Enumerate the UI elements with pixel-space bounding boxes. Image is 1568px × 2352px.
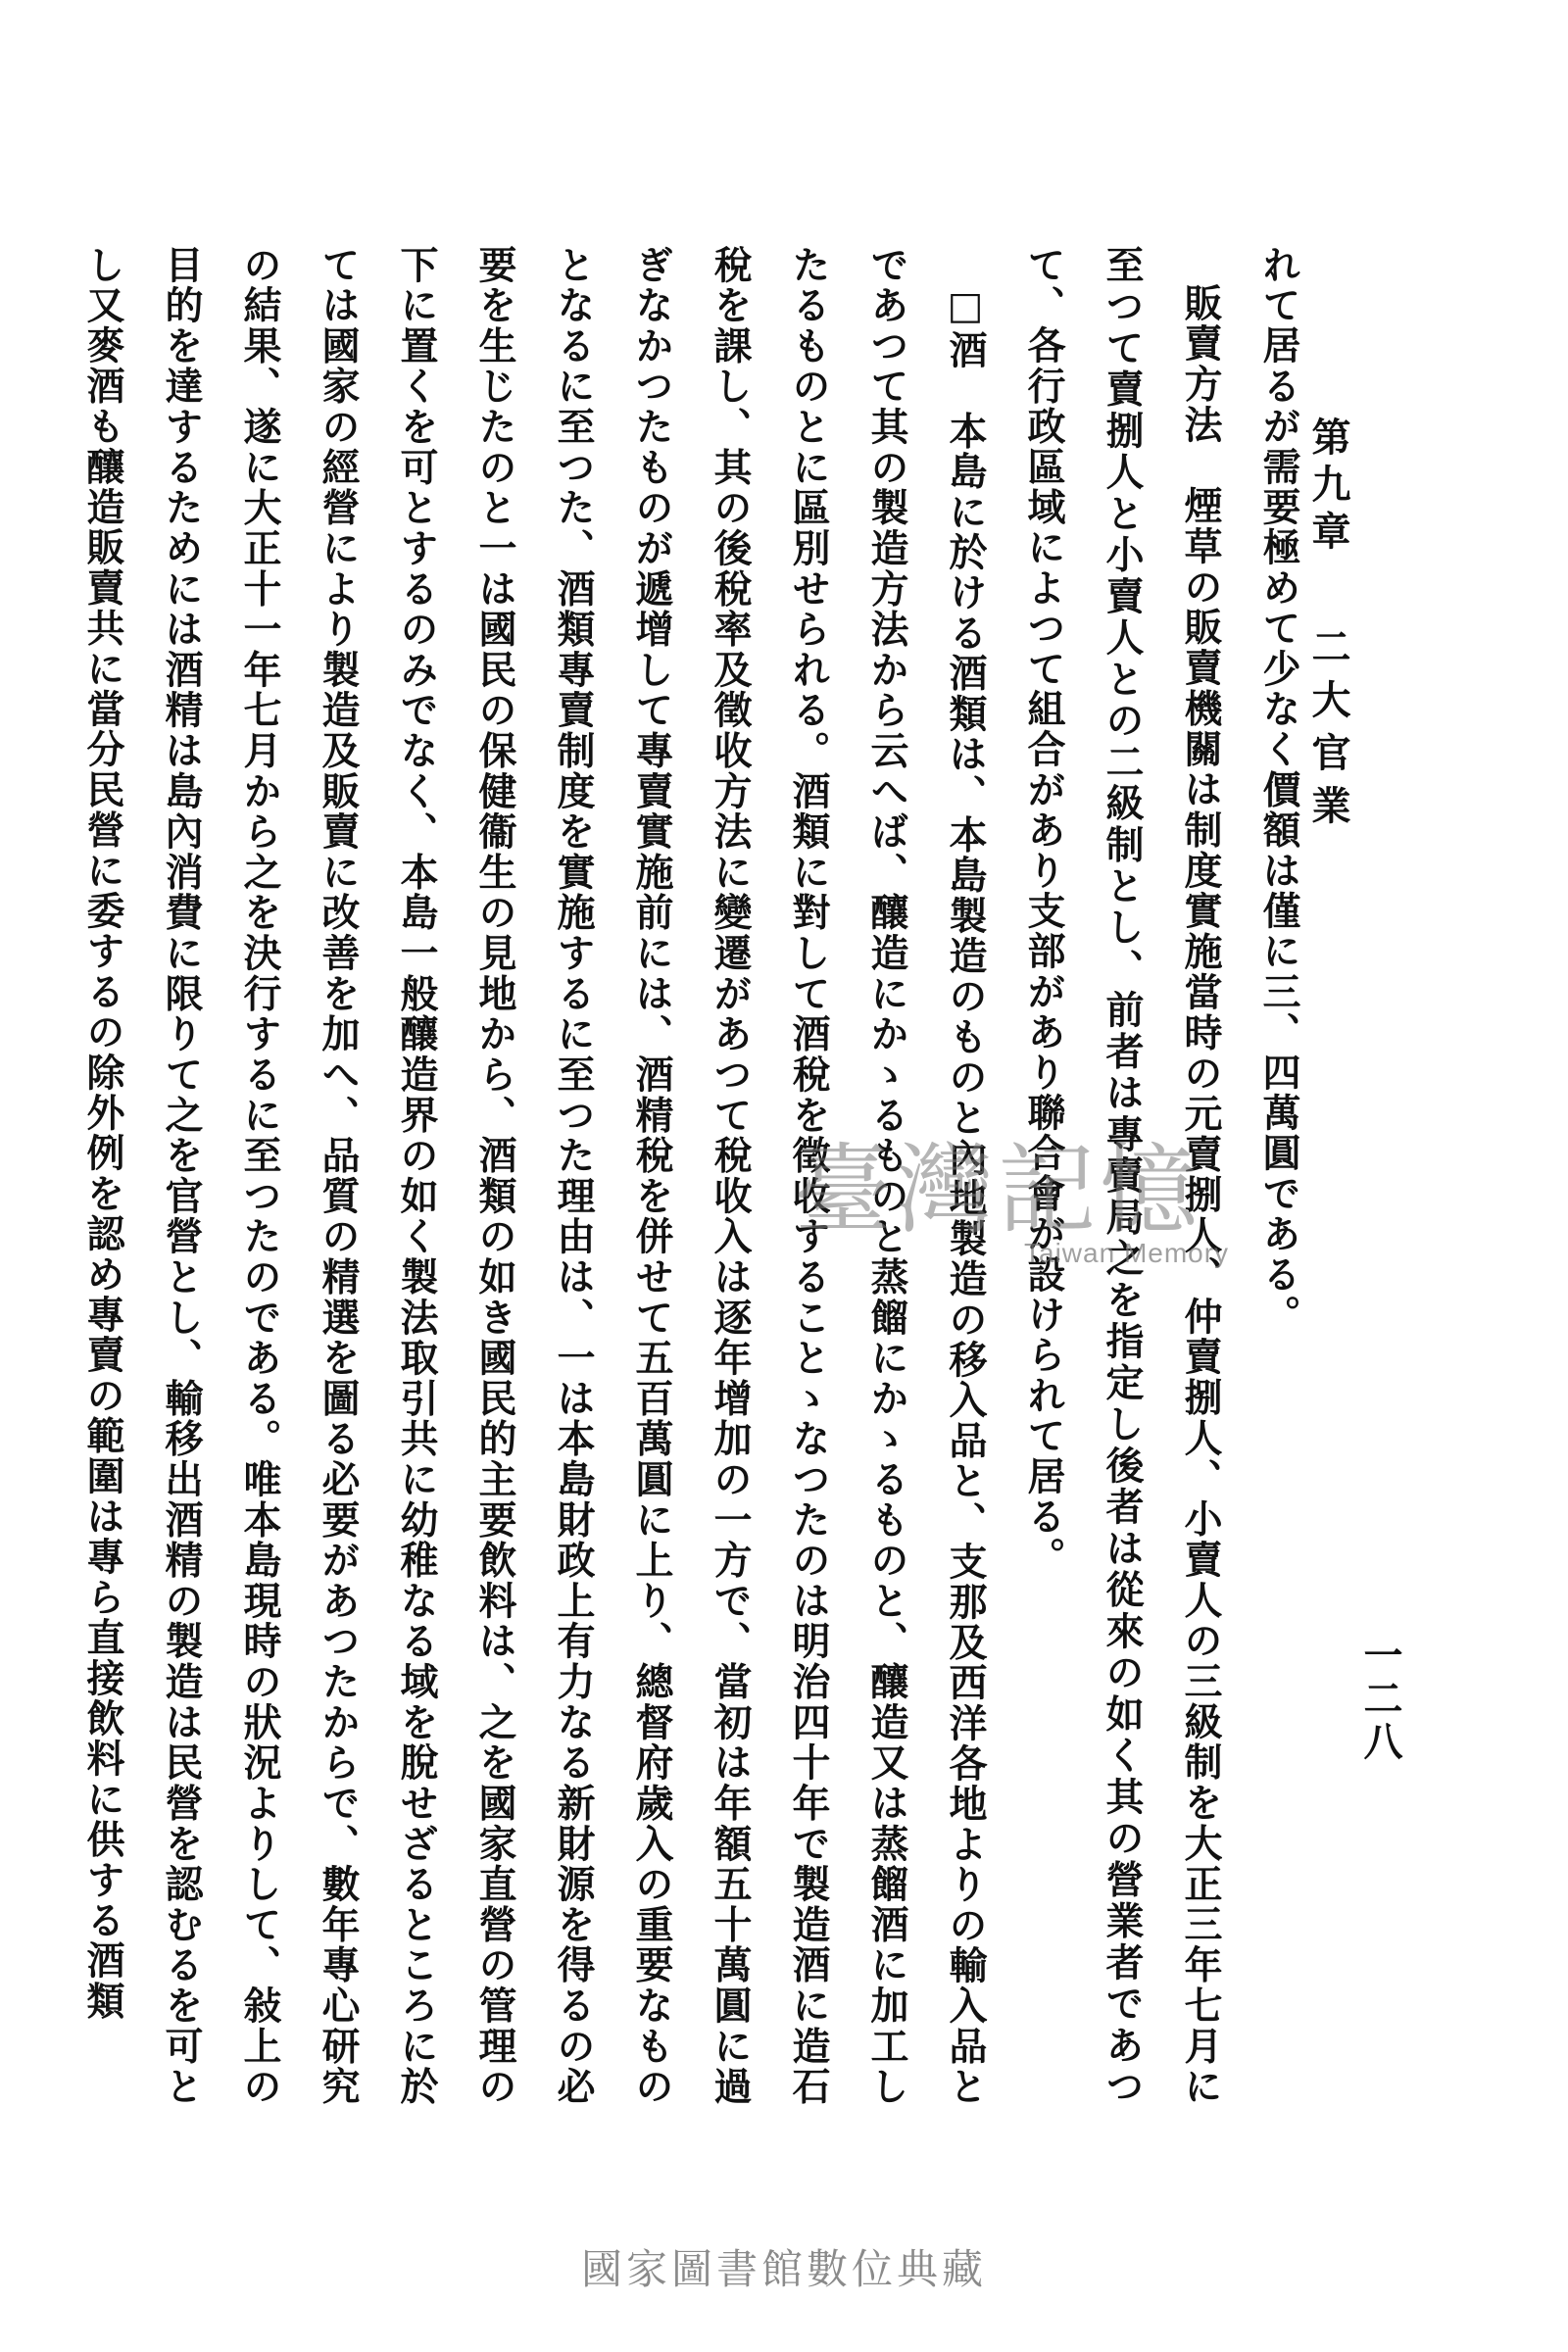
footer-source: 國家圖書館數位典藏 — [580, 2245, 987, 2293]
section-label: 二大官業 — [1305, 626, 1351, 838]
chapter-label: 第九章 — [1305, 416, 1351, 558]
page-number: 一二八 — [1357, 1635, 1403, 1764]
watermark-subtitle: Taiwan Memory — [1024, 1238, 1230, 1268]
paragraph-sales-method: 販賣方法 煙草の販賣機關は制度實施當時の元賣捌人、仲賣捌人、小賣人の三級制を大正三年七月に至つて賣捌人と小賣人との二級制とし、前者は專賣局之を指定し後者は從來の如く其の營業者であつて、各行政區域によつて組合があり支部があり聯合會が設けられて居る。 — [1021, 245, 1223, 2108]
body-text — [80, 245, 1318, 2108]
watermark-title: 臺灣記憶 — [794, 1133, 1201, 1248]
paragraph-1: れて居るが需要極めて少なく價額は僅に三、四萬圓である。 — [1256, 245, 1301, 1336]
paragraph-liquor: □酒 本島に於ける酒類は、本島製造のものと內地製造の移入品と、支那及西洋各地よりの輸入品とであつて其の製造方法から云へば、釀造にかゝるものと蒸餾にかゝるものと、釀造又は蒸餾酒に加工したるものとに區別せられる。酒類に對して酒稅を徵收することゝなつたのは明治四十年で製造酒に造石稅を課し、其の後稅率及徵收方法に變遷があつて稅收入は逐年增加の一方で、當初は年額五十萬圓に過ぎなかつたものが遞增して專賣實施前には、酒精稅を併せて五百萬圓に上り、總督府歲入の重要なものとなるに至つた、酒類專賣制度を實施するに至つた理由は、一は本島財政上有力なる新財源を得るの必要を生じたのと一は國民の保健衞生の見地から、酒類の如き國民的主要飲料は、之を國家直營の管理の下に置くを可とするのみでなく、本島一般釀造界の如く製法取引共に幼稚なる域を脫せざるところに於ては國家の經營により製造及販賣に改善を加へ、品質の精選を圖る必要があつたからで、數年專心研究の結果、遂に大正十一年七月から之を決行するに至つたのである。唯本島現時の狀況よりして、敍上の目的を達するためには酒精は島內消費に限りて之を官營とし、輸移出酒精の製造は民營を認むるを可とし又麥酒も釀造販賣共に當分民營に委するの除外例を認め專賣の範圍は專ら直接飲料に供する酒類 — [80, 245, 988, 2107]
